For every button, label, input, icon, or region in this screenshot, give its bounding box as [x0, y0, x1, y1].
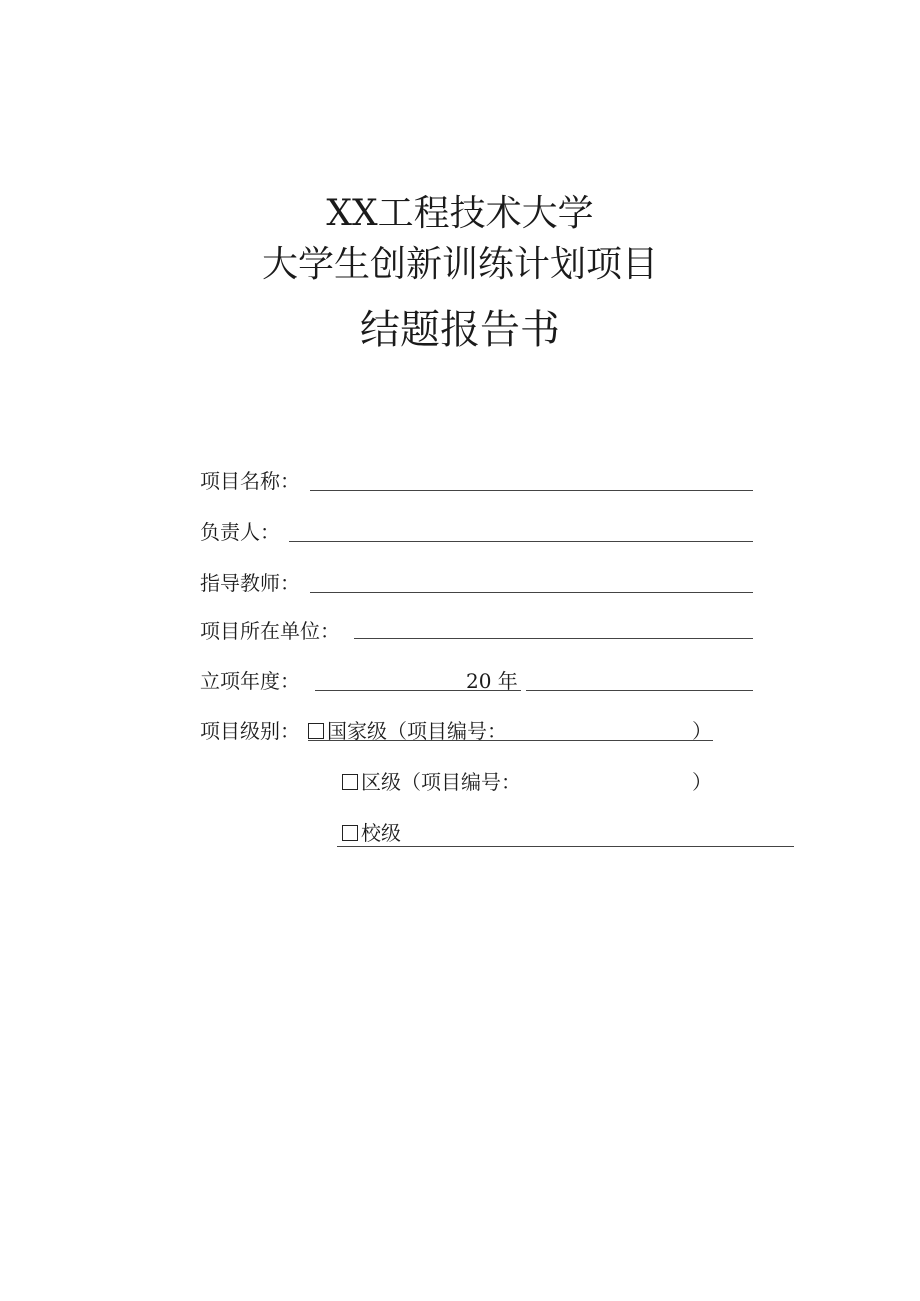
school-underline [337, 846, 794, 847]
national-option-label: 国家级（项目编号： [327, 719, 507, 743]
leader-field [200, 517, 760, 547]
project-name-field [200, 466, 760, 496]
program-title: 大学生创新训练计划项目 [261, 244, 658, 285]
unit-field [200, 616, 760, 646]
document-type-title: 结题报告书 [360, 307, 560, 353]
leader-input-line[interactable] [289, 541, 753, 542]
advisor-input-line[interactable] [310, 592, 753, 593]
checkbox-icon[interactable] [342, 825, 358, 841]
level-option-national[interactable] [308, 716, 507, 746]
unit-label: 项目所在单位： [200, 619, 340, 643]
advisor-label: 指导教师： [200, 571, 300, 595]
year-value: 20 年 [466, 669, 518, 693]
district-close-paren: ） [692, 770, 712, 794]
year-field [200, 666, 760, 696]
level-option-school[interactable] [342, 818, 401, 848]
project-name-input-line[interactable] [310, 490, 753, 491]
year-input-line-right[interactable] [526, 690, 753, 691]
university-title: XX工程技术大学 [326, 193, 594, 234]
project-name-label: 项目名称： [200, 469, 300, 493]
district-option-label: 区级（项目编号： [361, 770, 521, 794]
national-number-line[interactable] [308, 740, 713, 741]
leader-label: 负责人： [200, 520, 280, 544]
advisor-field [200, 568, 760, 598]
school-option-label: 校级 [361, 821, 401, 845]
checkbox-icon[interactable] [308, 723, 324, 739]
checkbox-icon[interactable] [342, 774, 358, 790]
level-option-district[interactable] [342, 767, 521, 797]
year-label: 立项年度： [200, 669, 300, 693]
level-label: 项目级别： [200, 719, 300, 743]
unit-input-line[interactable] [354, 638, 753, 639]
national-close-paren: ） [692, 719, 712, 743]
